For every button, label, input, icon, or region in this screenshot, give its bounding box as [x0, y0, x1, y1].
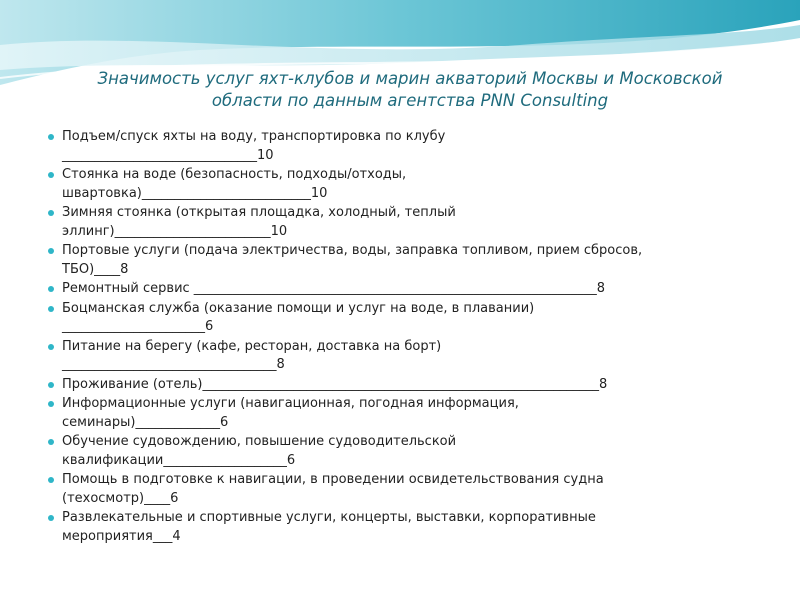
item-line-2: швартовка)__________________________10: [62, 185, 328, 201]
bullet-icon: [48, 401, 54, 407]
list-item: [46, 166, 786, 203]
page-title: [40, 68, 780, 112]
list-item: [46, 128, 786, 165]
title-line-1: Значимость услуг яхт-клубов и марин акваторий Москвы и Московской: [97, 69, 723, 88]
item-line-1: Боцманская служба (оказание помощи и услуг на воде, в плавании): [62, 300, 535, 316]
bullet-icon: [48, 344, 54, 350]
list-item: [46, 300, 786, 337]
item-line-2: мероприятия___4: [62, 528, 181, 544]
item-line-1: Питание на берегу (кафе, ресторан, доставка на борт): [62, 338, 442, 354]
list-item: [46, 395, 786, 432]
item-line-2: квалификации___________________6: [62, 452, 296, 468]
item-line-1: Ремонтный сервис ______________________________________________________________8: [62, 281, 606, 296]
item-line-2: эллинг)________________________10: [62, 223, 288, 239]
bullet-icon: [48, 382, 54, 388]
list-item: [46, 509, 786, 546]
bullet-icon: [48, 306, 54, 312]
item-line-1: Портовые услуги (подача электричества, воды, заправка топливом, прием сбросов,: [62, 243, 643, 258]
item-line-1: Информационные услуги (навигационная, погодная информация,: [62, 396, 519, 411]
item-line-1: Зимняя стоянка (открытая площадка, холодный, теплый: [62, 205, 456, 220]
bullet-icon: [48, 134, 54, 140]
item-line-1: Подъем/спуск яхты на воду, транспортировка по клубу: [62, 129, 446, 144]
bullet-icon: [48, 248, 54, 254]
list-item: [46, 376, 786, 395]
item-line-2: _________________________________8: [62, 357, 285, 372]
list-item: [46, 433, 786, 470]
list-item: [46, 242, 786, 279]
item-line-2: семинары)_____________6: [62, 414, 229, 430]
title-line-2: области по данным агентства PNN Consulting: [211, 91, 609, 110]
list-item: [46, 338, 786, 375]
bullet-icon: [48, 515, 54, 521]
item-line-1: Проживание (отель)_____________________________________________________________8: [62, 376, 608, 392]
bullet-icon: [48, 172, 54, 178]
list-item: [46, 471, 786, 508]
bullet-icon: [48, 439, 54, 445]
services-list: [46, 128, 786, 547]
item-line-1: Стоянка на воде (безопасность, подходы/отходы,: [62, 167, 407, 182]
item-line-2: (техосмотр)____6: [62, 490, 179, 506]
list-item: [46, 204, 786, 241]
item-line-1: Обучение судовождению, повышение судоводительской: [62, 434, 457, 449]
item-line-2: ______________________________10: [62, 147, 274, 163]
item-line-2: ТБО)____8: [62, 261, 129, 277]
item-line-1: Развлекательные и спортивные услуги, концерты, выставки, корпоративные: [62, 510, 596, 525]
bullet-icon: [48, 286, 54, 292]
list-item: [46, 280, 786, 299]
item-line-1: Помощь в подготовке к навигации, в проведении освидетельствования судна: [62, 472, 604, 487]
bullet-icon: [48, 477, 54, 483]
item-line-2: ______________________6: [62, 319, 214, 334]
bullet-icon: [48, 210, 54, 216]
